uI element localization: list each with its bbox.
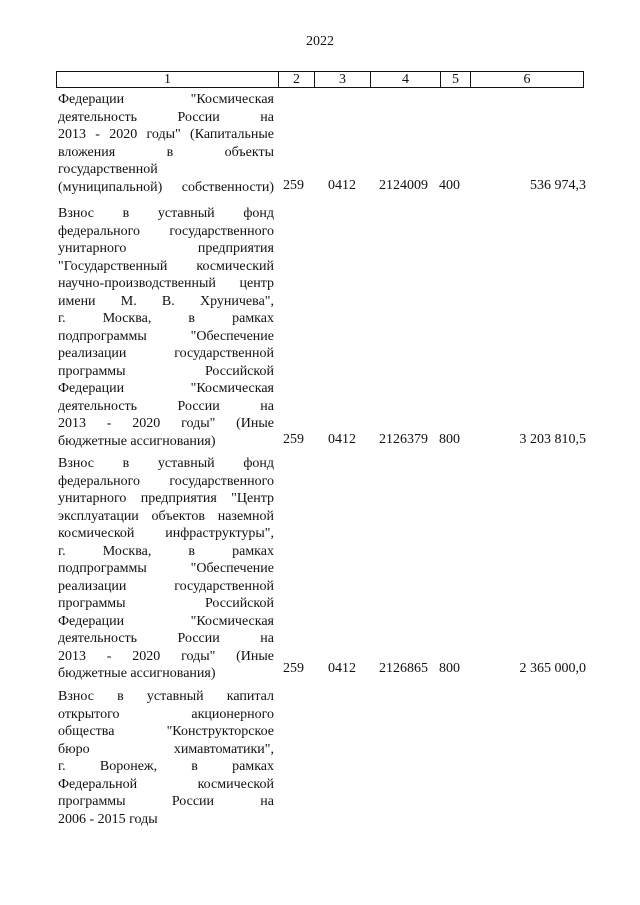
desc-line: унитарного предприятия "Центр — [58, 491, 274, 506]
desc-line: космической инфраструктуры", — [58, 526, 274, 541]
desc-line: "Государственный космический — [58, 258, 274, 274]
desc-line: деятельность России на — [58, 398, 274, 414]
desc-line: эксплуатации объектов наземной — [58, 508, 274, 524]
desc-line: 2013 - 2020 годы" (Иные — [58, 416, 274, 431]
row-description — [58, 688, 274, 828]
cell-col-5: 400 — [439, 178, 460, 193]
table-header — [56, 71, 584, 88]
cell-col-6: 536 974,3 — [530, 178, 586, 193]
cell-col-6: 3 203 810,5 — [519, 432, 586, 447]
desc-line: государственной — [58, 162, 158, 177]
cell-col-3: 0412 — [328, 178, 356, 193]
desc-line: Взнос в уставный фонд — [58, 206, 274, 221]
desc-line: Федерации "Космическая — [58, 92, 274, 107]
desc-line: подпрограммы "Обеспечение — [58, 328, 274, 344]
cell-col-5: 800 — [439, 661, 460, 676]
desc-line: 2013 - 2020 годы" (Иные — [58, 648, 274, 664]
cell-col-4: 2126379 — [379, 432, 428, 447]
desc-line: открытого акционерного — [58, 706, 274, 722]
header-col-1: 1 — [57, 72, 279, 87]
desc-line: федерального государственного — [58, 473, 274, 489]
desc-line: подпрограммы "Обеспечение — [58, 561, 274, 576]
desc-line: г. Москва, в рамках — [58, 543, 274, 559]
desc-line: имени М. В. Хруничева", — [58, 293, 274, 309]
row-description — [58, 205, 274, 450]
desc-line: деятельность России на — [58, 631, 274, 646]
desc-line: бюджетные ассигнования) — [58, 433, 216, 449]
desc-line: Федеральной космической — [58, 776, 274, 792]
cell-col-3: 0412 — [328, 661, 356, 676]
desc-line: Взнос в уставный фонд — [58, 456, 274, 471]
desc-line: г. Воронеж, в рамках — [58, 759, 274, 774]
header-col-5: 5 — [441, 72, 471, 87]
desc-line: общества "Конструкторское — [58, 724, 274, 739]
desc-line: унитарного предприятия — [58, 241, 274, 256]
desc-line: федерального государственного — [58, 223, 274, 239]
desc-line: Федерации "Космическая — [58, 613, 274, 629]
header-col-6: 6 — [523, 72, 531, 87]
desc-line: программы Российской — [58, 596, 274, 611]
desc-line: 2006 - 2015 годы — [58, 811, 158, 827]
header-col-2: 2 — [279, 72, 315, 87]
desc-line: программы Российской — [58, 363, 274, 379]
cell-col-5: 800 — [439, 432, 460, 447]
cell-col-3: 0412 — [328, 432, 356, 447]
desc-line: бюро химавтоматики", — [58, 741, 274, 757]
desc-line: Взнос в уставный капитал — [58, 689, 274, 704]
desc-line: Федерации "Космическая — [58, 381, 274, 396]
page-number: 2022 — [306, 34, 334, 49]
cell-col-2: 259 — [283, 178, 304, 193]
cell-col-4: 2124009 — [379, 178, 428, 193]
desc-line: г. Москва, в рамках — [58, 311, 274, 326]
cell-col-2: 259 — [283, 432, 304, 447]
desc-line: реализации государственной — [58, 578, 274, 594]
desc-line: 2013 - 2020 годы" (Капитальные — [58, 127, 274, 142]
desc-line: деятельность России на — [58, 109, 274, 125]
cell-col-2: 259 — [283, 661, 304, 676]
desc-line: вложения в объекты — [58, 144, 274, 160]
desc-line: программы России на — [58, 794, 274, 809]
header-col-4: 4 — [371, 72, 441, 87]
desc-line: (муниципальной) собственности) — [58, 179, 274, 195]
cell-col-6: 2 365 000,0 — [519, 661, 586, 676]
row-description — [58, 91, 274, 196]
desc-line: научно-производственный центр — [58, 276, 274, 291]
row-description — [58, 455, 274, 683]
desc-line: бюджетные ассигнования) — [58, 666, 216, 681]
desc-line: реализации государственной — [58, 346, 274, 361]
cell-col-4: 2126865 — [379, 661, 428, 676]
header-col-3: 3 — [315, 72, 371, 87]
